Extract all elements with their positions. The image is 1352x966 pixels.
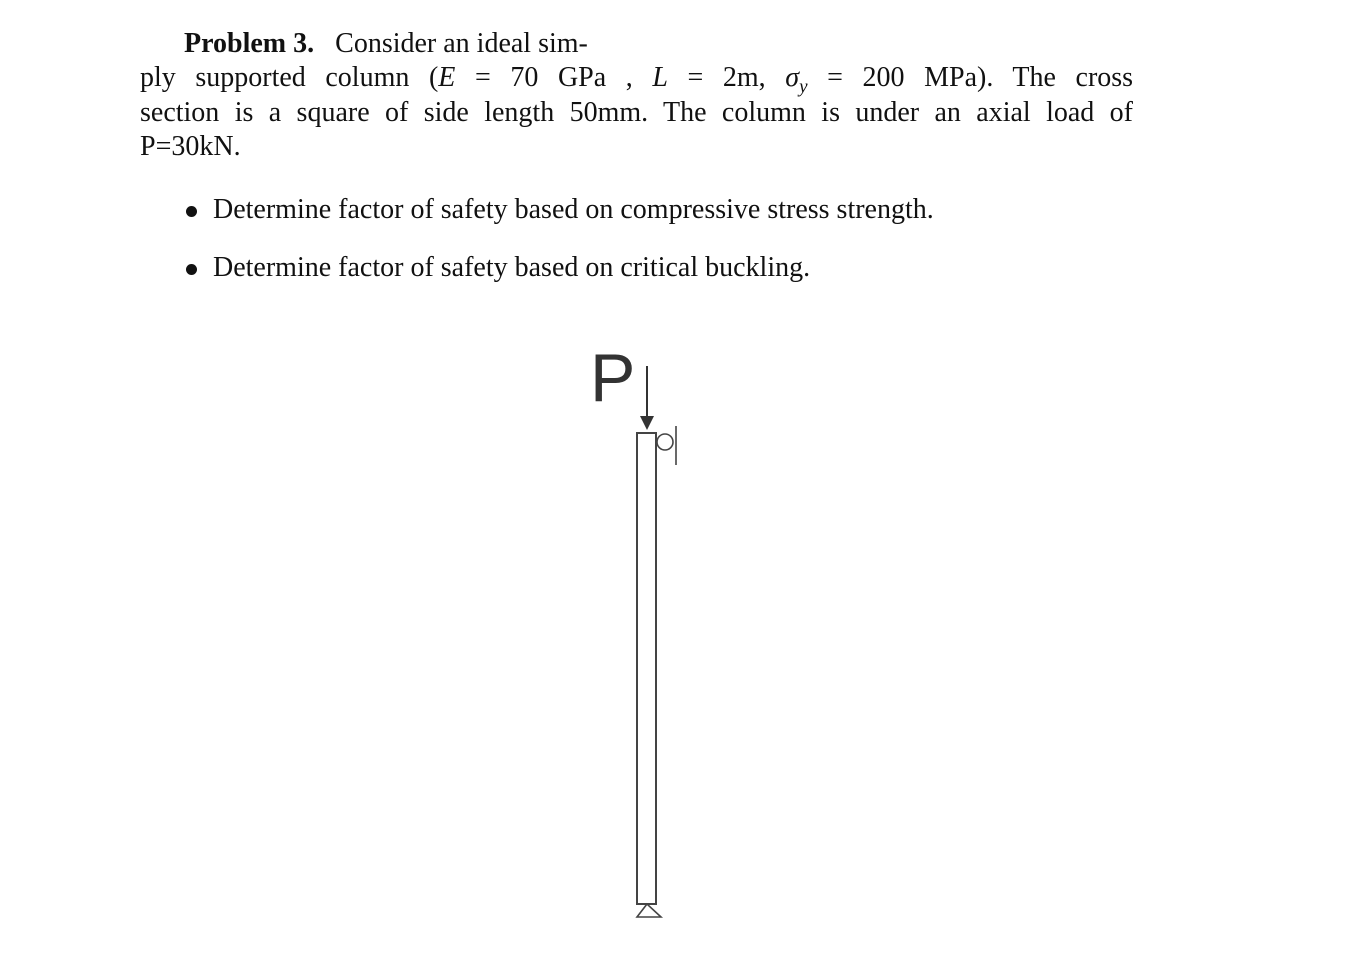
problem-label: Problem 3.: [184, 28, 315, 59]
symbol-sigma: [785, 62, 808, 98]
pin-support: [637, 904, 661, 917]
task-item-2: Determine factor of safety based on critical buckling.: [213, 252, 811, 283]
equals-sign: =: [827, 62, 843, 93]
bullet-dot: [186, 264, 197, 275]
equals-sign: =: [474, 62, 491, 93]
problem-intro: Consider an ideal sim-: [335, 28, 588, 59]
load-arrow-head: [640, 416, 654, 430]
yield-value: 200 MPa).: [862, 62, 994, 93]
problem-line-4: P=30kN.: [140, 131, 241, 162]
task-item-1: Determine factor of safety based on compressive stress strength.: [213, 194, 934, 225]
equals-sign: =: [687, 62, 704, 93]
roller-support: [657, 434, 673, 450]
sigma-glyph: σ: [785, 62, 800, 93]
column-body: [637, 433, 656, 904]
column-svg: [560, 330, 690, 930]
text-segment: The cross: [1012, 62, 1134, 93]
problem-first-line: [184, 27, 588, 61]
text-segment: ply supported column (: [140, 62, 439, 93]
modulus-value: 70 GPa ,: [510, 62, 633, 93]
load-label: P: [590, 340, 636, 416]
sigma-subscript: y: [799, 76, 808, 98]
bullet-dot: [186, 206, 197, 217]
symbol-L: L: [652, 62, 668, 93]
problem-line-3: section is a square of side length 50mm. The column is under an axial load of: [140, 97, 1133, 128]
symbol-E: E: [438, 62, 456, 93]
length-value: 2m,: [722, 62, 766, 93]
